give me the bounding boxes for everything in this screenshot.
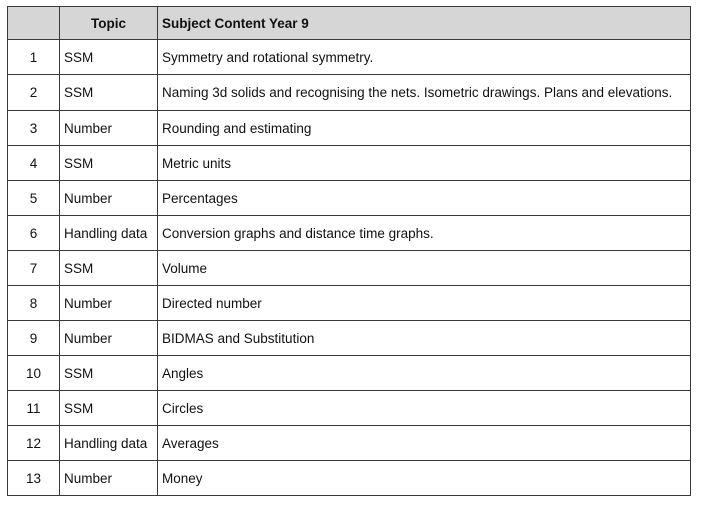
table-row [8, 321, 691, 356]
row-content: Conversion graphs and distance time graphs. [158, 216, 691, 251]
table-row [8, 391, 691, 426]
row-topic: SSM [60, 146, 158, 181]
row-topic: Handling data [60, 426, 158, 461]
row-topic: Number [60, 461, 158, 496]
row-number: 10 [8, 356, 60, 391]
table-row [8, 251, 691, 286]
header-subject-content: Subject Content Year 9 [158, 7, 691, 40]
row-topic: Number [60, 286, 158, 321]
row-content: Naming 3d solids and recognising the nets. Isometric drawings. Plans and elevations. [158, 75, 691, 111]
row-topic: Handling data [60, 216, 158, 251]
row-number: 7 [8, 251, 60, 286]
row-topic: SSM [60, 251, 158, 286]
row-number: 11 [8, 391, 60, 426]
row-content: Averages [158, 426, 691, 461]
table-row [8, 461, 691, 496]
row-number: 9 [8, 321, 60, 356]
table-header-row [8, 7, 691, 40]
row-content: Percentages [158, 181, 691, 216]
table-row [8, 146, 691, 181]
row-topic: Number [60, 111, 158, 146]
row-number: 8 [8, 286, 60, 321]
table-row [8, 40, 691, 75]
row-number: 2 [8, 75, 60, 111]
row-number: 1 [8, 40, 60, 75]
row-number: 5 [8, 181, 60, 216]
row-content: Directed number [158, 286, 691, 321]
row-content: Metric units [158, 146, 691, 181]
table-row [8, 286, 691, 321]
table-row [8, 75, 691, 111]
row-topic: Number [60, 181, 158, 216]
row-topic: SSM [60, 356, 158, 391]
table-row [8, 111, 691, 146]
row-content: Rounding and estimating [158, 111, 691, 146]
row-number: 4 [8, 146, 60, 181]
row-content: Symmetry and rotational symmetry. [158, 40, 691, 75]
row-content: Angles [158, 356, 691, 391]
table-row [8, 426, 691, 461]
header-number [8, 7, 60, 40]
row-topic: Number [60, 321, 158, 356]
row-content: Money [158, 461, 691, 496]
row-content: Volume [158, 251, 691, 286]
row-number: 3 [8, 111, 60, 146]
row-number: 6 [8, 216, 60, 251]
row-number: 13 [8, 461, 60, 496]
table-row [8, 216, 691, 251]
header-topic: Topic [60, 7, 158, 40]
table-row [8, 356, 691, 391]
row-content: BIDMAS and Substitution [158, 321, 691, 356]
row-content: Circles [158, 391, 691, 426]
row-number: 12 [8, 426, 60, 461]
curriculum-table-container [7, 6, 691, 496]
row-topic: SSM [60, 75, 158, 111]
curriculum-table [7, 6, 691, 496]
table-row [8, 181, 691, 216]
row-topic: SSM [60, 391, 158, 426]
row-topic: SSM [60, 40, 158, 75]
